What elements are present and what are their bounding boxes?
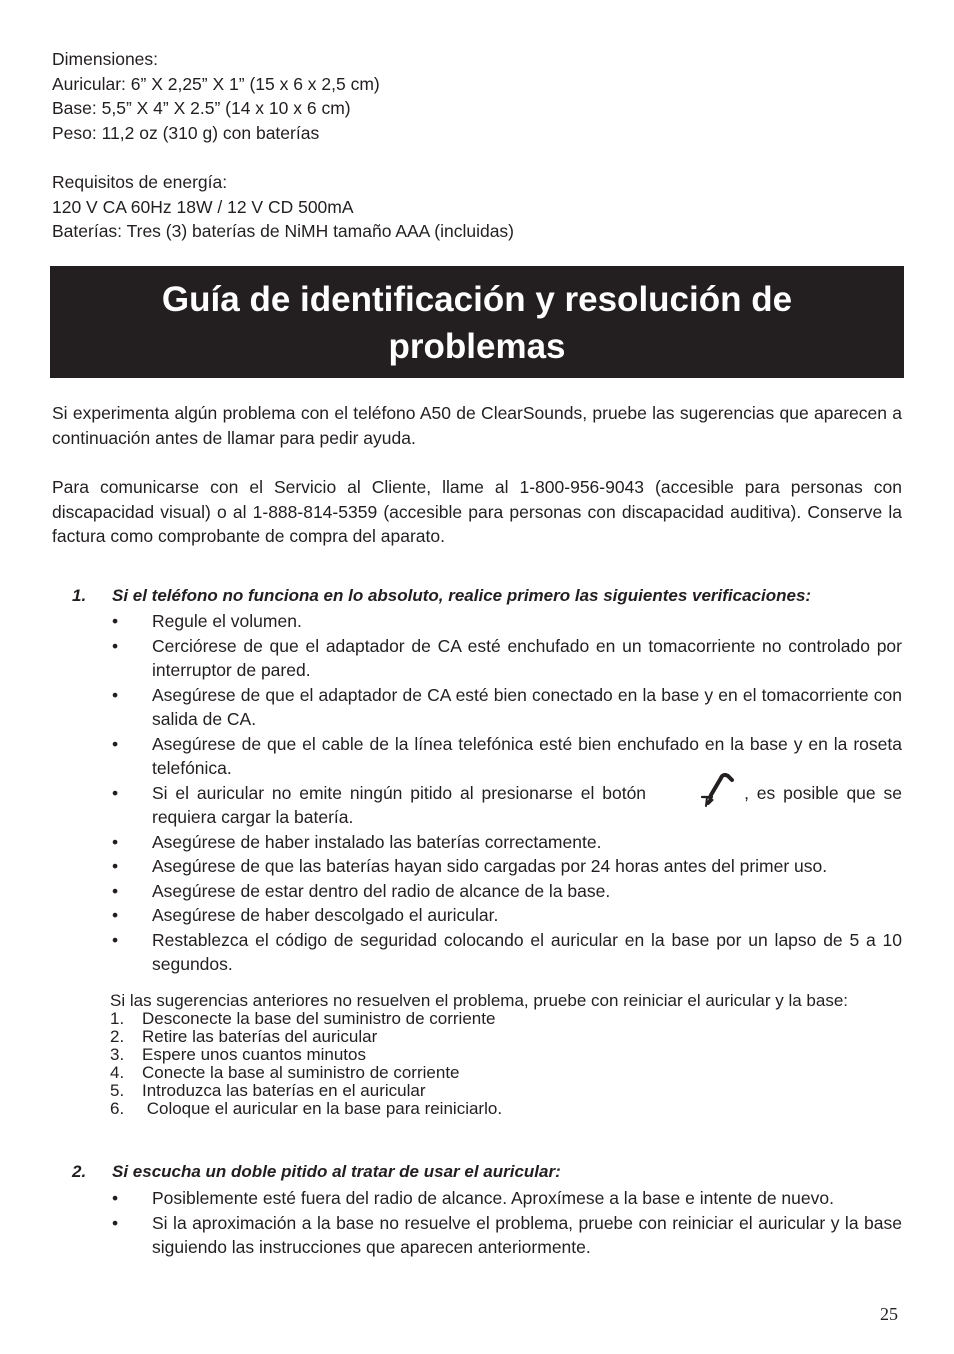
list-item-talk-button xyxy=(110,781,902,830)
section-title-banner xyxy=(50,266,904,378)
step-text: Espere unos cuantos minutos xyxy=(142,1045,366,1064)
step-number: 4. xyxy=(110,1063,125,1082)
list-item-text: Si la aproximación a la base no resuelve el problema, pruebe con reiniciar el auricular y la base siguiendo las instrucciones que aparecen anteriormente. xyxy=(152,1212,902,1257)
weight: Peso: 11,2 oz (310 g) con baterías xyxy=(52,122,320,143)
step-number: 2. xyxy=(110,1027,125,1046)
handset-dimensions: Auricular: 6” X 2,25” X 1” (15 x 6 x 2,5 cm) xyxy=(52,73,380,94)
question-1-checklist xyxy=(110,609,902,977)
reset-step xyxy=(110,1046,902,1064)
reset-lead-text: Si las sugerencias anteriores no resuelven el problema, pruebe con reiniciar el auricular y la base: xyxy=(110,991,849,1010)
list-item xyxy=(110,830,902,855)
power-rating: 120 V CA 60Hz 18W / 12 V CD 500mA xyxy=(52,196,354,217)
question-1-heading xyxy=(72,586,811,606)
dimensions-block xyxy=(52,47,380,145)
list-item xyxy=(110,879,902,904)
list-item xyxy=(110,683,902,732)
question-2-title: Si escucha un doble pitido al tratar de usar el auricular: xyxy=(112,1162,561,1181)
bullet: • xyxy=(112,1188,119,1208)
base-dimensions: Base: 5,5” X 4” X 2.5” (14 x 10 x 6 cm) xyxy=(52,98,351,118)
list-item xyxy=(110,903,902,928)
list-item-text: Asegúrese de que el cable de la línea telefónica esté bien enchufado en la base y en la roseta telefónica. xyxy=(152,733,902,778)
power-block xyxy=(52,170,514,244)
bullet: • xyxy=(112,782,119,803)
bullet: • xyxy=(112,611,119,631)
section-title-line-2: problemas xyxy=(388,327,566,366)
talk-bullet-text-end: , es posible que se xyxy=(744,782,902,803)
talk-button-icon xyxy=(698,773,738,807)
reset-step xyxy=(110,1082,902,1100)
list-item-text: Regule el volumen. xyxy=(152,611,302,631)
reset-step xyxy=(110,1100,902,1118)
list-item xyxy=(110,1186,902,1211)
list-item xyxy=(110,732,902,781)
bullet: • xyxy=(112,929,119,950)
question-1-number: 1. xyxy=(72,586,87,605)
step-number: 1. xyxy=(110,1009,125,1028)
step-text: Introduzca las baterías en el auricular xyxy=(142,1081,426,1100)
step-text: Coloque el auricular en la base para reiniciarlo. xyxy=(142,1099,503,1118)
bullet: • xyxy=(112,635,119,656)
dimensions-heading: Dimensiones: xyxy=(52,49,159,69)
bullet: • xyxy=(112,880,119,901)
step-text: Desconecte la base del suministro de corriente xyxy=(142,1009,496,1028)
question-2-heading xyxy=(72,1162,561,1182)
bullet: • xyxy=(112,684,119,705)
reset-instructions xyxy=(110,992,902,1118)
step-number: 3. xyxy=(110,1045,125,1064)
list-item-text: Asegúrese de haber descolgado el auricular. xyxy=(152,905,499,925)
section-title-line-1: Guía de identificación y resolución de xyxy=(161,280,793,319)
bullet: • xyxy=(112,905,119,925)
list-item xyxy=(110,928,902,977)
list-item xyxy=(110,609,902,634)
step-number: 6. xyxy=(110,1099,125,1118)
list-item-text: Asegúrese de haber instalado las baterías correctamente. xyxy=(152,831,602,852)
list-item-text: Posiblemente esté fuera del radio de alcance. Aproxímese a la base e intente de nuevo. xyxy=(152,1188,834,1208)
step-text: Retire las baterías del auricular xyxy=(142,1027,378,1046)
power-heading: Requisitos de energía: xyxy=(52,172,228,192)
step-number: 5. xyxy=(110,1081,125,1100)
list-item xyxy=(110,854,902,879)
intro-paragraph: Si experimenta algún problema con el teléfono A50 de ClearSounds, pruebe las sugerencias que aparecen a continuación antes de llamar para pedir ayuda. xyxy=(52,403,902,448)
question-2-checklist xyxy=(110,1186,902,1260)
battery-spec: Baterías: Tres (3) baterías de NiMH tamaño AAA (incluidas) xyxy=(52,221,514,241)
step-text: Conecte la base al suministro de corriente xyxy=(142,1063,460,1082)
bullet: • xyxy=(112,1212,119,1233)
reset-step xyxy=(110,1028,902,1046)
reset-step xyxy=(110,1010,902,1028)
list-item xyxy=(110,634,902,683)
reset-step xyxy=(110,1064,902,1082)
customer-service-paragraph: Para comunicarse con el Servicio al Cliente, llame al 1-800-956-9043 (accesible para personas con discapacidad visual) o al 1-888-814-5359 (accesible para personas con discapacidad auditiva). Conserve la factura como comprobante de compra del aparato. xyxy=(52,477,902,546)
list-item-text: Restablezca el código de seguridad colocando el auricular en la base por un lapso de 5 a 10 segundos. xyxy=(152,929,902,974)
bullet: • xyxy=(112,831,119,852)
talk-bullet-text-start: Si el auricular no emite ningún pitido al presionarse el botón xyxy=(152,782,647,803)
bullet: • xyxy=(112,733,119,754)
bullet: • xyxy=(112,856,119,876)
list-item-text: Asegúrese de estar dentro del radio de alcance de la base. xyxy=(152,880,611,901)
question-1-title: Si el teléfono no funciona en lo absoluto, realice primero las siguientes verificaciones: xyxy=(112,586,812,605)
list-item-text: Asegúrese de que las baterías hayan sido cargadas por 24 horas antes del primer uso. xyxy=(152,856,828,876)
list-item xyxy=(110,1211,902,1260)
talk-bullet-text-line2: requiera cargar la batería. xyxy=(152,807,354,827)
question-2-number: 2. xyxy=(72,1162,87,1181)
list-item-text: Cerciórese de que el adaptador de CA esté enchufado en un tomacorriente no controlado por interruptor de pared. xyxy=(152,635,902,680)
page-number: 25 xyxy=(880,1304,898,1324)
list-item-text: Asegúrese de que el adaptador de CA esté bien conectado en la base y en el tomacorriente con salida de CA. xyxy=(152,684,902,729)
